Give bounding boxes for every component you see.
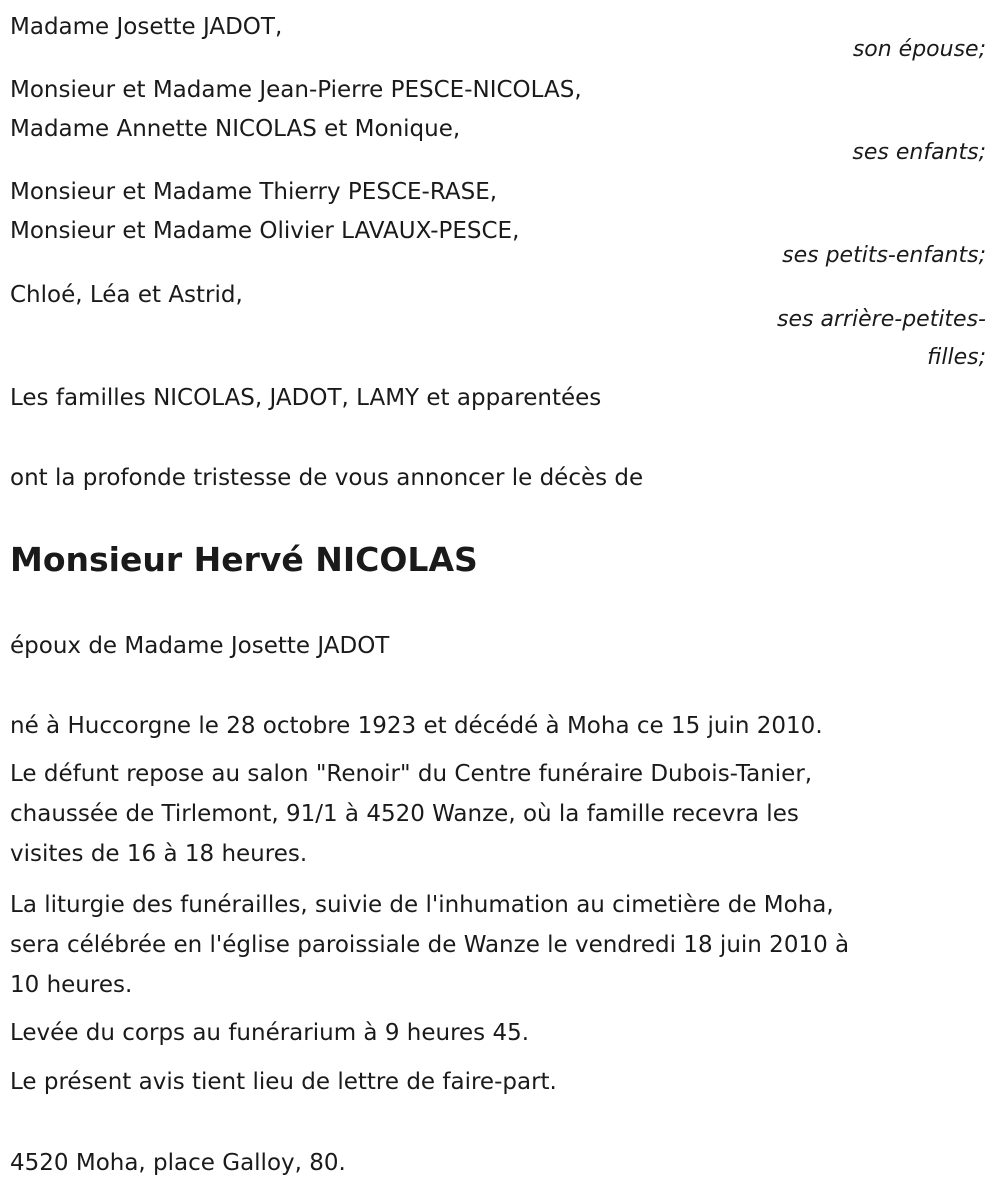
visitation-line: Le défunt repose au salon "Renoir" du Centre funéraire Dubois-Tanier, bbox=[10, 761, 813, 787]
great-grandchildren-names: Chloé, Léa et Astrid, bbox=[10, 282, 243, 308]
funeral-line: 10 heures. bbox=[10, 972, 133, 998]
spouse-name: Madame Josette JADOT, bbox=[10, 14, 283, 40]
birth-death: né à Huccorgne le 28 octobre 1923 et décédé à Moha ce 15 juin 2010. bbox=[10, 713, 823, 739]
grandchildren-relation: ses petits-enfants; bbox=[782, 243, 986, 268]
funeral-line: sera célébrée en l'église paroissiale de Wanze le vendredi 18 juin 2010 à bbox=[10, 932, 850, 958]
great-grandchildren-relation: ses arrière-petites- bbox=[777, 307, 986, 332]
child-name: Monsieur et Madame Jean-Pierre PESCE-NICOLAS, bbox=[10, 77, 582, 103]
spouse-relation: son épouse; bbox=[852, 37, 986, 62]
great-grandchildren-relation: filles; bbox=[927, 345, 986, 370]
levee-line: Levée du corps au funérarium à 9 heures 45. bbox=[10, 1020, 530, 1046]
notice-line: Le présent avis tient lieu de lettre de faire-part. bbox=[10, 1069, 557, 1095]
families-line: Les familles NICOLAS, JADOT, LAMY et apparentées bbox=[10, 385, 602, 411]
address: 4520 Moha, place Galloy, 80. bbox=[10, 1150, 346, 1176]
children-relation: ses enfants; bbox=[852, 140, 986, 165]
deceased-name: Monsieur Hervé NICOLAS bbox=[10, 540, 478, 579]
child-name: Madame Annette NICOLAS et Monique, bbox=[10, 116, 461, 142]
visitation-line: chaussée de Tirlemont, 91/1 à 4520 Wanze, où la famille recevra les bbox=[10, 801, 799, 827]
spouse-line: époux de Madame Josette JADOT bbox=[10, 633, 390, 659]
funeral-line: La liturgie des funérailles, suivie de l'inhumation au cimetière de Moha, bbox=[10, 892, 834, 918]
grandchild-name: Monsieur et Madame Olivier LAVAUX-PESCE, bbox=[10, 218, 520, 244]
grandchild-name: Monsieur et Madame Thierry PESCE-RASE, bbox=[10, 179, 498, 205]
visitation-line: visites de 16 à 18 heures. bbox=[10, 841, 308, 867]
announcement: ont la profonde tristesse de vous annoncer le décès de bbox=[10, 465, 644, 491]
